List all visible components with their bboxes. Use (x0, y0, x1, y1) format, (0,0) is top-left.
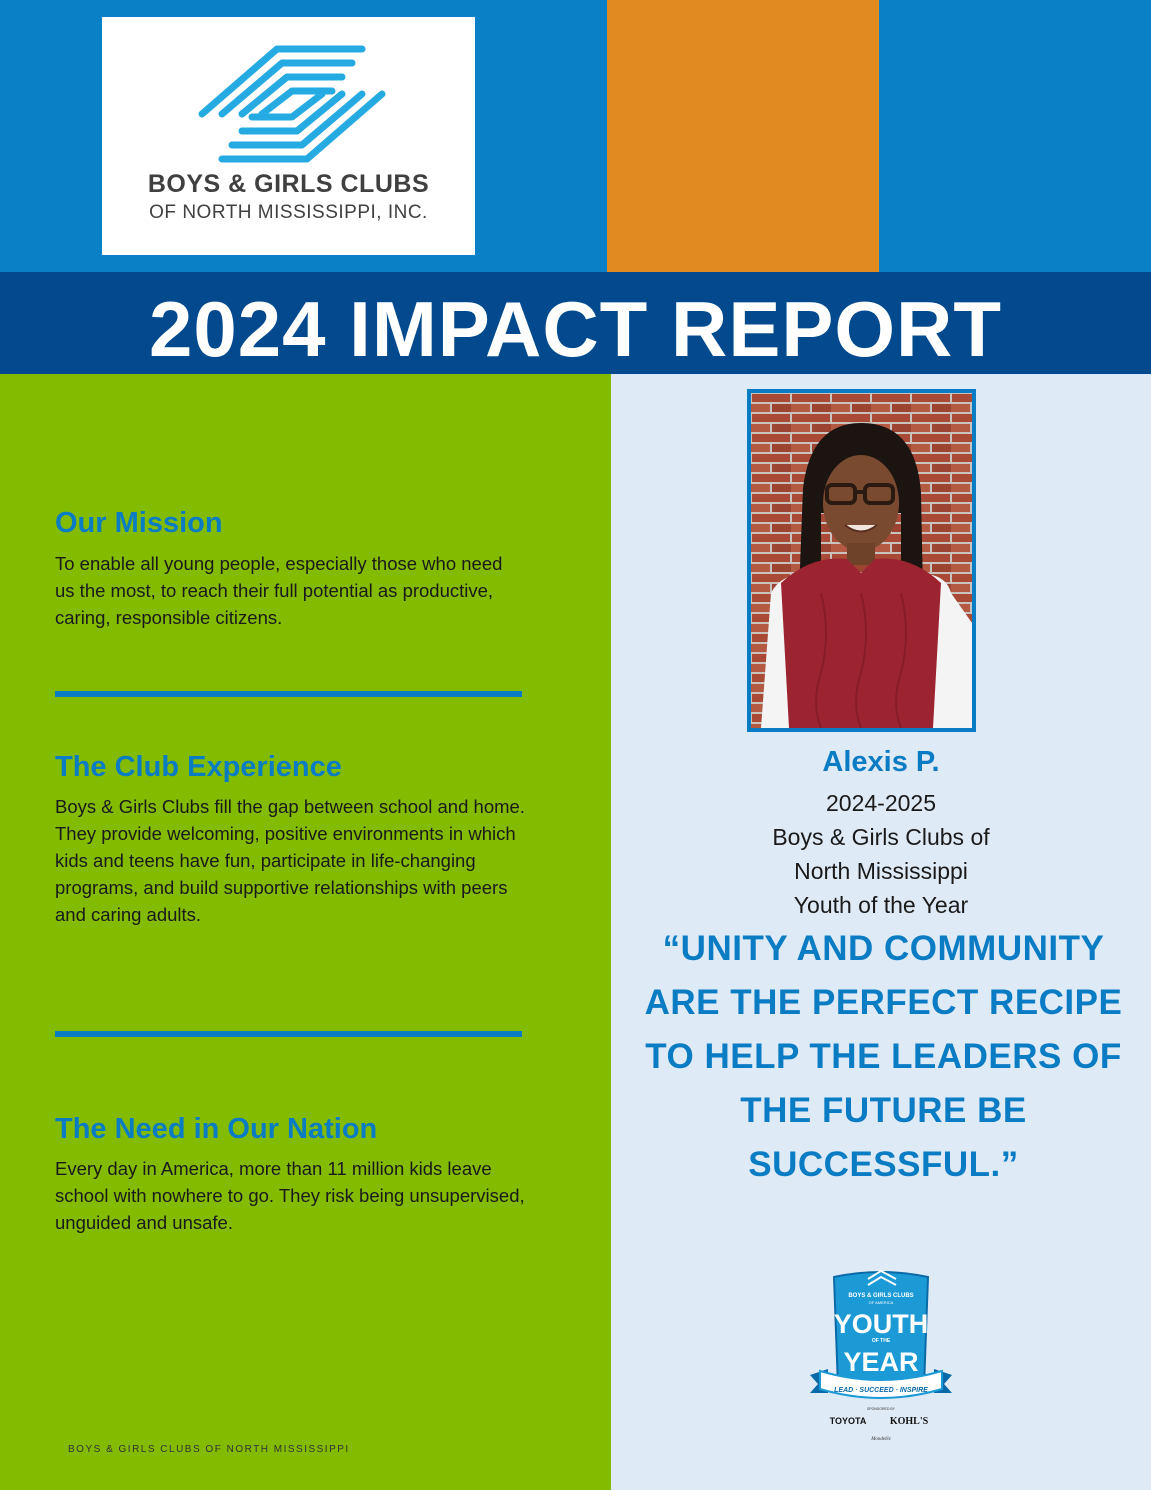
logo-name-line: BOYS & GIRLS CLUBS (147, 170, 430, 198)
award-org-line2: North Mississippi (794, 858, 968, 884)
title-band (0, 272, 1151, 374)
section-divider (55, 1031, 522, 1037)
clasped-hands-logo-icon (182, 29, 402, 179)
badge-org-sub: OF AMERICA (868, 1300, 894, 1305)
portrait-illustration (751, 393, 972, 728)
footer-org-name: BOYS & GIRLS CLUBS OF NORTH MISSISSIPPI (68, 1444, 350, 1455)
logo-subtitle-line: OF NORTH MISSISSIPPI, INC. (149, 202, 428, 223)
youth-name: Alexis P. (822, 746, 940, 778)
award-title: Youth of the Year (793, 892, 969, 918)
info-column (0, 374, 611, 1490)
badge-youth-word: YOUTH (833, 1309, 929, 1339)
sponsor-mondelez: Mondelēz (871, 1437, 891, 1442)
page-title: 2024 IMPACT REPORT (148, 285, 1003, 373)
award-org-line1: Boys & Girls Clubs of (772, 824, 990, 850)
section-divider (55, 691, 522, 697)
badge-of-the: OF THE (871, 1338, 891, 1344)
orange-accent-block (607, 0, 879, 272)
youth-quote: “UNITY AND COMMUNITY ARE THE PERFECT RECIPE TO HELP THE LEADERS OF THE FUTURE BE SUCCESSFUL.” (644, 929, 1123, 1184)
badge-year-word: YEAR (843, 1347, 919, 1377)
club-experience-text: Boys & Girls Clubs fill the gap between school and home. They provide welcoming, positive environments in which kids and teens have fun, participate in life-changing programs, and build supportive relationships with peers and caring adults. (55, 796, 525, 925)
award-year: 2024-2025 (826, 790, 936, 816)
mission-text: To enable all young people, especially those who need us the most, to reach their full potential as productive, caring, responsible citizens. (55, 553, 503, 628)
badge-ribbon-text: LEAD · SUCCEED · INSPIRE (834, 1387, 928, 1394)
badge-org-text: BOYS & GIRLS CLUBS (848, 1293, 914, 1299)
youth-portrait-photo (747, 389, 976, 732)
club-logo (102, 17, 475, 255)
youth-of-the-year-badge-icon (806, 1267, 956, 1457)
badge-sponsored-label: SPONSORED BY (866, 1407, 896, 1411)
need-text: Every day in America, more than 11 million kids leave school with nowhere to go. They risk being unsupervised, unguided and unsafe. (55, 1158, 525, 1233)
need-heading: The Need in Our Nation (55, 1113, 378, 1145)
sponsor-toyota: TOYOTA (829, 1416, 867, 1426)
sponsor-kohls: KOHL'S (889, 1416, 929, 1427)
mission-heading: Our Mission (55, 507, 223, 539)
youth-of-year-column (611, 374, 1151, 1490)
club-experience-heading: The Club Experience (55, 751, 342, 783)
